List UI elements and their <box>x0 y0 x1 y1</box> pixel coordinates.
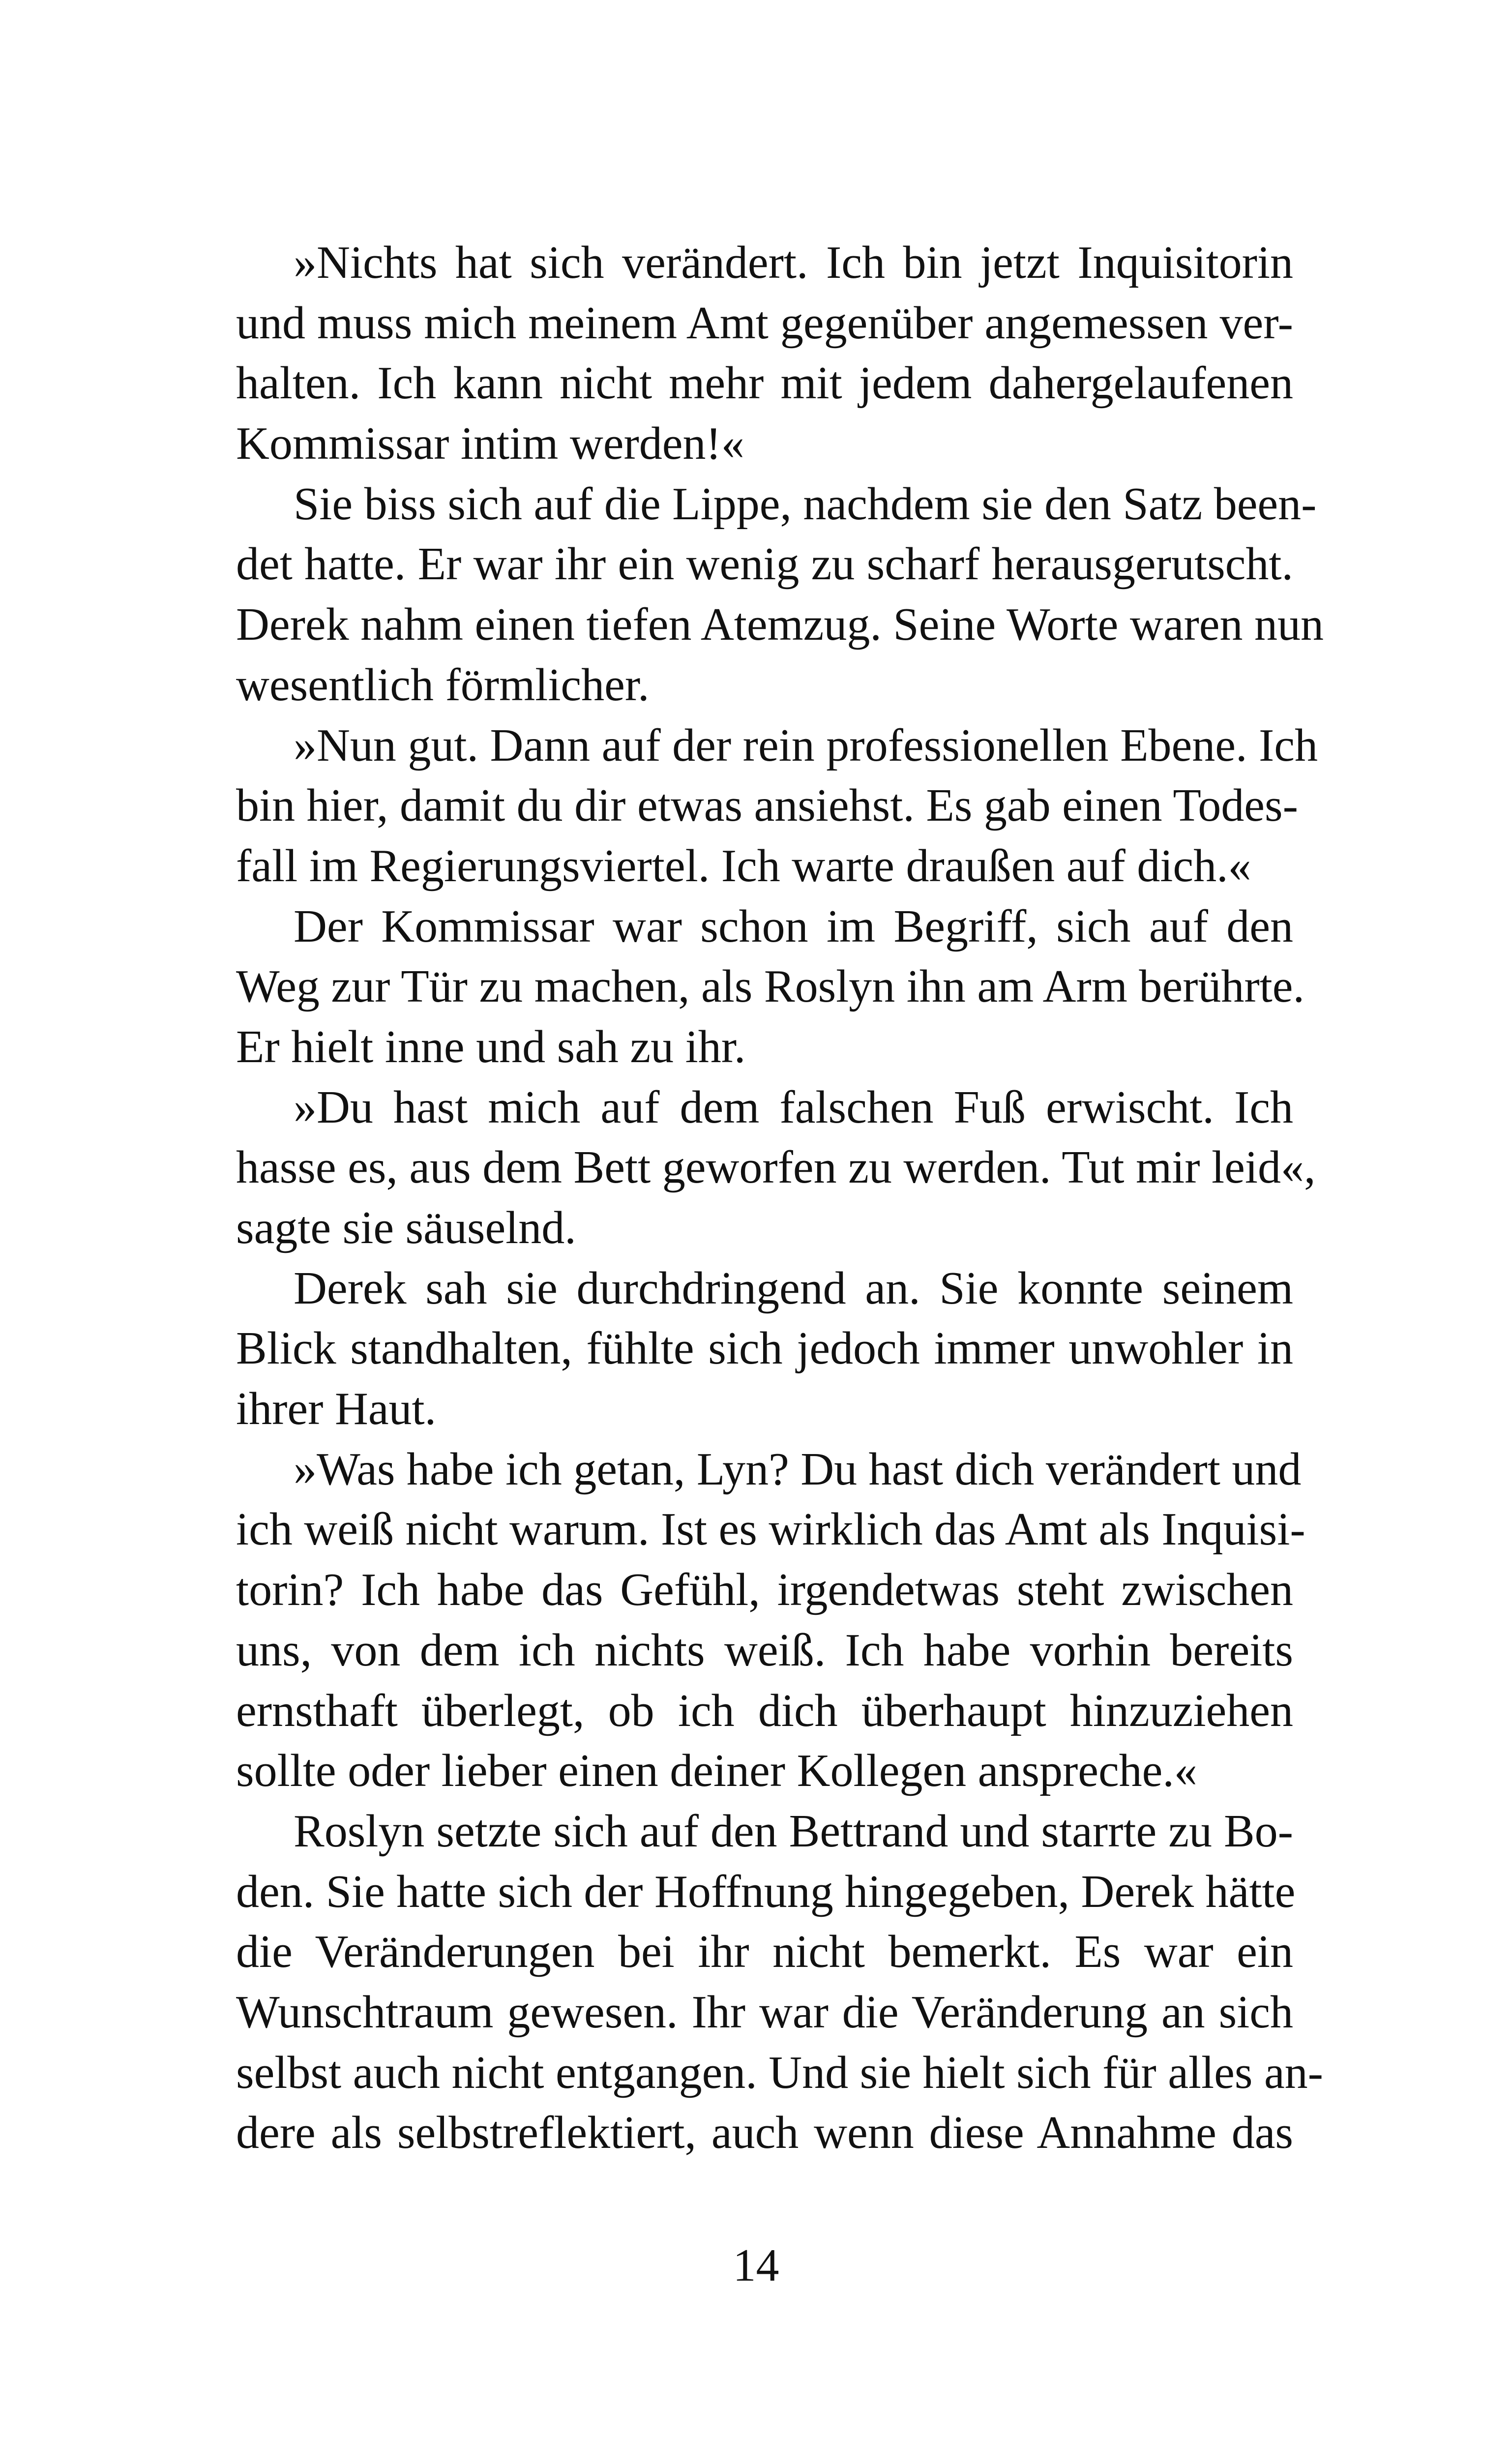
text-line: Sie biss sich auf die Lippe, nachdem sie den Satz been- <box>294 478 1317 530</box>
text-line: bin hier, damit du dir etwas ansiehst. Es gab einen Todes- <box>236 780 1298 832</box>
text-line: halten. Ich kann nicht mehr mit jedem dahergelaufenen <box>236 357 1293 409</box>
text-line: ernsthaft überlegt, ob ich dich überhaupt hinzuziehen <box>236 1685 1293 1736</box>
text-line: »Nichts hat sich verändert. Ich bin jetzt Inquisitorin <box>294 237 1293 288</box>
text-line: Wunschtraum gewesen. Ihr war die Veränderung an sich <box>236 1986 1293 2038</box>
text-line: fall im Regierungsviertel. Ich warte draußen auf dich.« <box>236 840 1251 892</box>
text-line: Roslyn setzte sich auf den Bettrand und starrte zu Bo- <box>294 1805 1293 1857</box>
text-line: dere als selbstreflektiert, auch wenn diese Annahme das <box>236 2107 1293 2159</box>
text-line: Er hielt inne und sah zu ihr. <box>236 1021 746 1072</box>
text-line: torin? Ich habe das Gefühl, irgendetwas steht zwischen <box>236 1564 1293 1616</box>
text-line: und muss mich meinem Amt gegenüber angemessen ver- <box>236 297 1293 349</box>
text-line: »Du hast mich auf dem falschen Fuß erwischt. Ich <box>294 1081 1293 1133</box>
text-line: Blick standhalten, fühlte sich jedoch immer unwohler in <box>236 1323 1293 1374</box>
text-line: selbst auch nicht entgangen. Und sie hielt sich für alles an- <box>236 2047 1323 2098</box>
text-line: sagte sie säuselnd. <box>236 1202 576 1253</box>
text-line: den. Sie hatte sich der Hoffnung hingegeben, Derek hätte <box>236 1866 1296 1917</box>
text-line: uns, von dem ich nichts weiß. Ich habe vorhin bereits <box>236 1624 1293 1676</box>
text-line: Derek nahm einen tiefen Atemzug. Seine Worte waren nun <box>236 599 1324 651</box>
text-line: »Nun gut. Dann auf der rein professionellen Ebene. Ich <box>294 719 1318 771</box>
text-line: det hatte. Er war ihr ein wenig zu scharf herausgerutscht. <box>236 538 1293 590</box>
text-line: Der Kommissar war schon im Begriff, sich auf den <box>294 900 1293 952</box>
text-line: ich weiß nicht warum. Ist es wirklich das Amt als Inquisi- <box>236 1504 1305 1555</box>
text-line: hasse es, aus dem Bett geworfen zu werden. Tut mir leid«, <box>236 1142 1316 1193</box>
text-line: die Veränderungen bei ihr nicht bemerkt. Es war ein <box>236 1926 1293 1978</box>
text-line: sollte oder lieber einen deiner Kollegen anspreche.« <box>236 1745 1197 1797</box>
body-text <box>236 233 1324 2163</box>
text-line: Derek sah sie durchdringend an. Sie konnte seinem <box>294 1262 1293 1314</box>
text-line: Kommissar intim werden!« <box>236 418 744 470</box>
text-line: wesentlich förmlicher. <box>236 659 650 711</box>
text-line: Weg zur Tür zu machen, als Roslyn ihn am Arm berührte. <box>236 961 1305 1012</box>
page-number: 14 <box>733 2240 779 2291</box>
text-line: ihrer Haut. <box>236 1383 437 1435</box>
text-line: »Was habe ich getan, Lyn? Du hast dich verändert und <box>294 1443 1302 1495</box>
